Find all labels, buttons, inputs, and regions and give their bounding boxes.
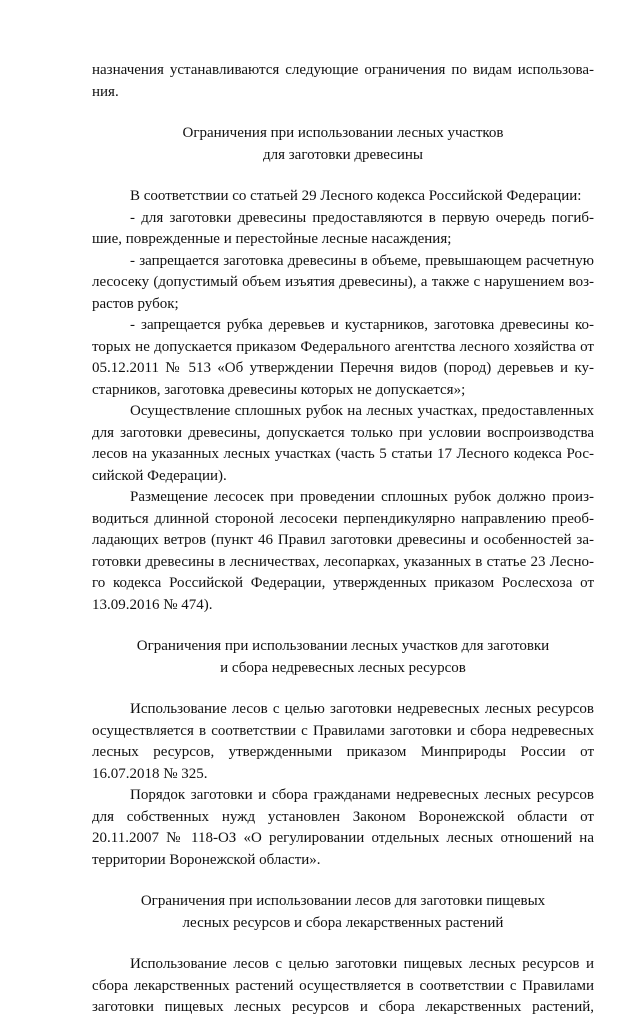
text-line: готовки древесины в лесничествах, лесопарках, указанных в статье 23 Лесно- (92, 553, 594, 570)
text-line: ния. (92, 83, 119, 100)
paragraph (92, 954, 594, 1019)
section-heading-non-wood-resources (92, 636, 594, 679)
section-heading-wood-harvesting (92, 123, 594, 166)
paragraph (92, 186, 594, 208)
text-line: В соответствии со статьей 29 Лесного кодекса Российской Федерации: (130, 188, 582, 204)
text-line: Использование лесов с целью заготовки пищевых лесных ресурсов и (130, 956, 594, 972)
text-line: 13.09.2016 № 474). (92, 596, 213, 613)
text-line: - запрещается заготовка древесины в объеме, превышающем расчетную (130, 252, 594, 269)
heading-line: для заготовки древесины (262, 146, 424, 163)
paragraph (92, 251, 594, 316)
heading-line: Ограничения при использовании лесных участков (182, 125, 504, 141)
paragraph (92, 785, 594, 871)
text-line: сбора лекарственных растений осуществляется в соответствии с Правилами (92, 977, 594, 994)
text-line: - запрещается рубка деревьев и кустарников, заготовка древесины ко- (130, 317, 594, 333)
text-line: Размещение лесосек при проведении сплошных рубок должно произ- (130, 489, 594, 505)
heading-line: лесных ресурсов и сбора лекарственных растений (182, 914, 504, 931)
text-line: - для заготовки древесины предоставляются в первую очередь погиб- (130, 209, 594, 226)
text-line: для заготовки древесины, допускается только при условии воспроизводства (92, 424, 594, 441)
text-line: Использование лесов с целью заготовки недревесных лесных ресурсов (130, 701, 594, 717)
section-heading-food-resources (92, 891, 594, 934)
text-line: растов рубок; (92, 295, 179, 312)
text-line: Осуществление сплошных рубок на лесных участках, предоставленных (130, 403, 594, 419)
text-line: осуществляется в соответствии с Правилами заготовки и сбора недревесных (92, 722, 594, 739)
heading-line: Ограничения при использовании лесов для заготовки пищевых (140, 893, 546, 909)
intro-paragraph (92, 60, 594, 103)
heading-line: и сбора недревесных лесных ресурсов (220, 659, 466, 676)
text-line: 05.12.2011 № 513 «Об утверждении Перечня видов (пород) деревьев и ку- (92, 360, 594, 376)
text-line: старников, заготовка древесины которых не допускается»; (92, 381, 466, 398)
text-line: 20.11.2007 № 118-ОЗ «О регулировании отдельных лесных отношений на (92, 830, 594, 846)
text-line: торых не допускается приказом Федерального агентства лесного хозяйства от (92, 338, 594, 355)
text-line: сийской Федерации). (92, 467, 227, 484)
text-line: 16.07.2018 № 325. (92, 765, 208, 782)
text-line: ладающих ветров (пункт 46 Правил заготовки древесины и особенностей за- (92, 532, 594, 548)
paragraph (92, 699, 594, 785)
text-line: лесных ресурсов, утвержденными приказом Минприроды России от (92, 744, 594, 760)
text-line: шие, поврежденные и перестойные лесные насаждения; (92, 231, 452, 247)
text-line: для собственных нужд установлен Законом Воронежской области от (92, 808, 594, 825)
text-line: го кодекса Российской Федерации, утвержденных приказом Рослесхоза от (92, 575, 594, 591)
text-line: назначения устанавливаются следующие ограничения по видам использова- (92, 62, 594, 78)
paragraph (92, 487, 594, 616)
text-line: Порядок заготовки и сбора гражданами недревесных лесных ресурсов (130, 787, 594, 803)
text-line: территории Воронежской области». (92, 851, 321, 868)
paragraph (92, 401, 594, 487)
text-line: водиться длинной стороной лесосеки перпендикулярно направлению преоб- (92, 510, 594, 527)
text-line: лесосеку (допустимый объем изъятия древесины), а также с нарушением воз- (92, 274, 594, 290)
text-line: лесов на указанных лесных участках (часть 5 статьи 17 Лесного кодекса Рос- (92, 446, 594, 462)
paragraph (92, 208, 594, 251)
text-line: заготовки пищевых лесных ресурсов и сбора лекарственных растений, (92, 999, 594, 1015)
heading-line: Ограничения при использовании лесных участков для заготовки (136, 638, 550, 654)
paragraph (92, 315, 594, 401)
